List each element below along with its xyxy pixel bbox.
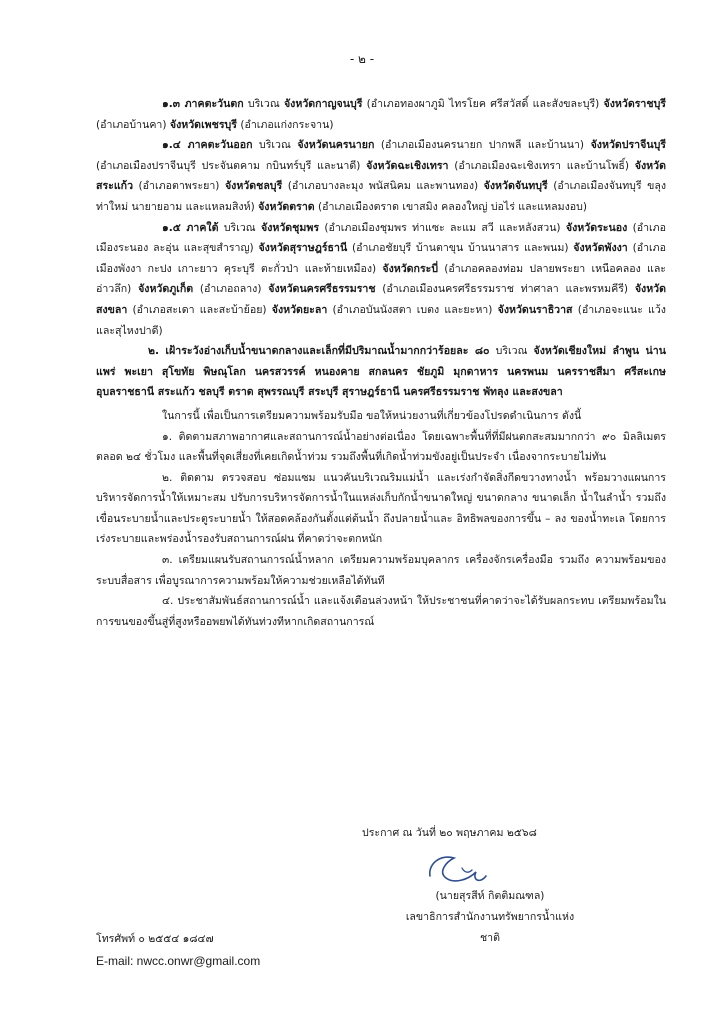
bold-text-run: ๒. เฝ้าระวังอ่างเก็บน้ำขนาดกลางและเล็กที่มีปริมาณน้ำมากกว่าร้อยละ ๘๐ <box>148 345 490 358</box>
bold-text-run: จังหวัดจันทบุรี <box>483 180 548 193</box>
signer-name: (นายสุรสีห์ กิตติมณฑล) <box>435 890 545 902</box>
text-run: (อำเภอบางละมุง พนัสนิคม และพานทอง) <box>282 180 484 193</box>
text-run: (อำเภอสะเดา และสะบ้าย้อย) <box>127 303 272 316</box>
bold-text-run: จังหวัดสระแก้ว <box>96 159 666 193</box>
text-run: (อำเภอเมืองฉะเชิงเทรา และบ้านโพธิ์) <box>448 159 635 172</box>
text-run: (อำเภอบ้านคา) <box>96 118 170 131</box>
text-run: (อำเภอบันนังสตา เบตง และยะหา) <box>327 303 498 316</box>
text-run: (อำเภอเมืองตราด เขาสมิง คลองใหญ่ บ่อไร่ และแหลมงอบ) <box>314 200 587 213</box>
bold-text-run: จังหวัดเชียงใหม่ ลำพูน น่าน แพร่ พะเยา สุโขทัย พิษณุโลก นครสวรรค์ หนองคาย สกลนคร ชัยภูมิ มุกดาหาร นครพนม นครราชสีมา ศรีสะเกษ อุบลราชธานี สระแก้ว ชลบุรี ตราด สุพรรณบุรี สระบุรี สุราษฎร์ธานี นครศรีธรรมราช พัทลุง และสงขลา <box>96 345 666 399</box>
contact-block <box>96 928 260 972</box>
text-run: บริเวณ <box>252 139 298 152</box>
bold-text-run: จังหวัดนครนายก <box>297 139 375 152</box>
text-run: (อำเภอตาพระยา) <box>133 180 225 193</box>
text-run: ๓. เตรียมแผนรับสถานการณ์น้ำหลาก เตรียมความพร้อมบุคลากร เครื่องจักรเครื่องมือ รวมถึง ความพร้อมของระบบสื่อสาร เพื่อบูรณาการความพร้อมให้ความช่วยเหลือได้ทันที <box>96 554 666 587</box>
text-run: ๑. ติดตามสภาพอากาศและสถานการณ์น้ำอย่างต่อเนื่อง โดยเฉพาะพื้นที่ที่มีฝนตกสะสมมากกว่า ๙๐ มิลลิเมตร ตลอด ๒๔ ชั่วโมง และพื้นที่จุดเสี่ยงที่เคยเกิดน้ำท่วม รวมถึงพื้นที่เกิดน้ำท่วมขังอยู่เป็นประจำ เนื่องจากระบายไม่ทัน <box>96 430 666 464</box>
text-run: (อำเภอเมืองระนอง ละอุ่น และสุขสำราญ) <box>96 221 667 255</box>
bold-text-run: จังหวัดชลบุรี <box>224 180 283 193</box>
bold-text-run: ๑.๔ ภาคตะวันออก <box>162 139 253 152</box>
bold-text-run: ๑.๓ ภาคตะวันตก <box>162 98 244 110</box>
bold-text-run: จังหวัดระนอง <box>565 221 628 234</box>
bold-text-run: ๑.๕ ภาคใต้ <box>162 221 219 234</box>
bold-text-run: จังหวัดนครศรีธรรมราช <box>268 283 376 296</box>
instruction-item-4 <box>96 591 666 632</box>
text-run: (อำเภอเมืองชุมพร ท่าแซะ ละแม สวี และหลังสวน) <box>319 221 566 234</box>
phone-number: โทรศัพท์ ๐ ๒๕๕๔ ๑๘๔๗ <box>96 933 214 945</box>
bold-text-run: จังหวัดนราธิวาส <box>497 303 573 316</box>
section-east <box>96 135 666 217</box>
bold-text-run: จังหวัดสงขลา <box>96 283 667 316</box>
bold-text-run: จังหวัดสุราษฎร์ธานี <box>258 242 348 255</box>
section-south <box>96 218 666 342</box>
document-body <box>96 94 666 632</box>
signer-position: เลขาธิการสำนักงานทรัพยากรน้ำแห่งชาติ <box>405 911 575 944</box>
bold-text-run: จังหวัดราชบุรี <box>603 98 666 110</box>
text-run: (อำเภอเมืองจันทบุรี ขลุง ท่าใหม่ นายายอาม และแหลมสิงห์) <box>96 180 666 213</box>
bold-text-run: จังหวัดกระบี่ <box>382 262 439 275</box>
bold-text-run: จังหวัดชุมพร <box>260 221 320 234</box>
bold-text-run: จังหวัดเพชรบุรี <box>169 118 237 131</box>
bold-text-run: จังหวัดพังงา <box>573 242 628 255</box>
text-run: (อำเภอชัยบุรี บ้านตาขุน บ้านนาสาร และพนม) <box>347 242 574 255</box>
text-run: ในการนี้ เพื่อเป็นการเตรียมความพร้อมรับมือ ขอให้หน่วยงานที่เกี่ยวข้องโปรดดำเนินการ ดังนี้ <box>162 409 582 422</box>
text-run: (อำเภอเมืองพังงา กะปง เกาะยาว คุระบุรี ตะกั่วป่า และท้ายเหมือง) <box>96 242 666 275</box>
instruction-item-2 <box>96 468 666 550</box>
text-run: บริเวณ <box>218 221 261 234</box>
section-reservoir-watch <box>96 341 666 403</box>
page-number: - ๒ - <box>349 52 375 66</box>
text-run: (อำเภอจะแนะ แว้ง และสุไหงปาดี) <box>96 303 666 337</box>
bold-text-run: จังหวัดภูเก็ต <box>138 283 194 296</box>
signature-image <box>424 846 494 890</box>
section-west <box>96 94 666 135</box>
announcement-date: ประกาศ ณ วันที่ ๒๐ พฤษภาคม ๒๕๖๘ <box>362 827 537 839</box>
email-address[interactable]: E-mail: nwcc.onwr@gmail.com <box>96 954 261 968</box>
text-run: (อำเภอแก่งกระจาน) <box>236 118 334 131</box>
bold-text-run: จังหวัดปราจีนบุรี <box>590 139 666 152</box>
text-run: ๔. ประชาสัมพันธ์สถานการณ์น้ำ และแจ้งเตือนล่วงหน้า ให้ประชาชนที่คาดว่าจะได้รับผลกระทบ เตรียมพร้อมในการขนของขึ้นสู่ที่สูงหรืออพยพได้ทันท่วงทีหากเกิดสถานการณ์ <box>96 595 666 628</box>
text-run: (อำเภอถลาง) <box>193 283 269 296</box>
text-run: ๒. ติดตาม ตรวจสอบ ซ่อมแซม แนวคันบริเวณริมแม่น้ำ และเร่งกำจัดสิ่งกีดขวางทางน้ำ พร้อมวางแผนการบริหารจัดการน้ำให้เหมาะสม ปรับการบริหารจัดการน้ำในแหล่งเก็บกักน้ำขนาดใหญ่ ขนาดกลาง ขนาดเล็ก น้ำในลำน้ำ รวมถึงเขื่อนระบายน้ำและประตูระบายน้ำ ให้สอดคล้องกันตั้งแต่ต้นน้ำ ถึงปลายน้ำและ อิทธิพลของการขึ้น – ลง ของน้ำทะเล โดยการเร่งระบายและพร่องน้ำรองรับสถานการณ์ฝน ที่คาดว่าจะตกหนัก <box>96 471 666 546</box>
bold-text-run: จังหวัดตราด <box>258 200 315 213</box>
instruction-item-3 <box>96 550 666 591</box>
text-run: บริเวณ <box>243 98 284 110</box>
bold-text-run: จังหวัดฉะเชิงเทรา <box>366 159 449 172</box>
bold-text-run: จังหวัดกาญจนบุรี <box>283 98 363 110</box>
text-run: (อำเภอเมืองนครศรีธรรมราช ท่าศาลา และพรหมคีรี) <box>375 283 635 296</box>
text-run: (อำเภอทองผาภูมิ ไทรโยค ศรีสวัสดิ์ และสังขละบุรี) <box>362 98 604 110</box>
instruction-intro <box>96 406 666 427</box>
signer-block <box>400 886 580 949</box>
text-run: (อำเภอเมืองนครนายก ปากพลี และบ้านนา) <box>374 139 591 152</box>
text-run: บริเวณ <box>489 345 534 358</box>
bold-text-run: จังหวัดยะลา <box>271 303 328 316</box>
instruction-item-1 <box>96 427 666 468</box>
text-run: (อำเภอเมืองปราจีนบุรี ประจันตคาม กบินทร์บุรี และนาดี) <box>96 159 367 172</box>
text-run: (อำเภอคลองท่อม ปลายพระยา เหนือคลอง และอ่าวลึก) <box>96 262 666 296</box>
